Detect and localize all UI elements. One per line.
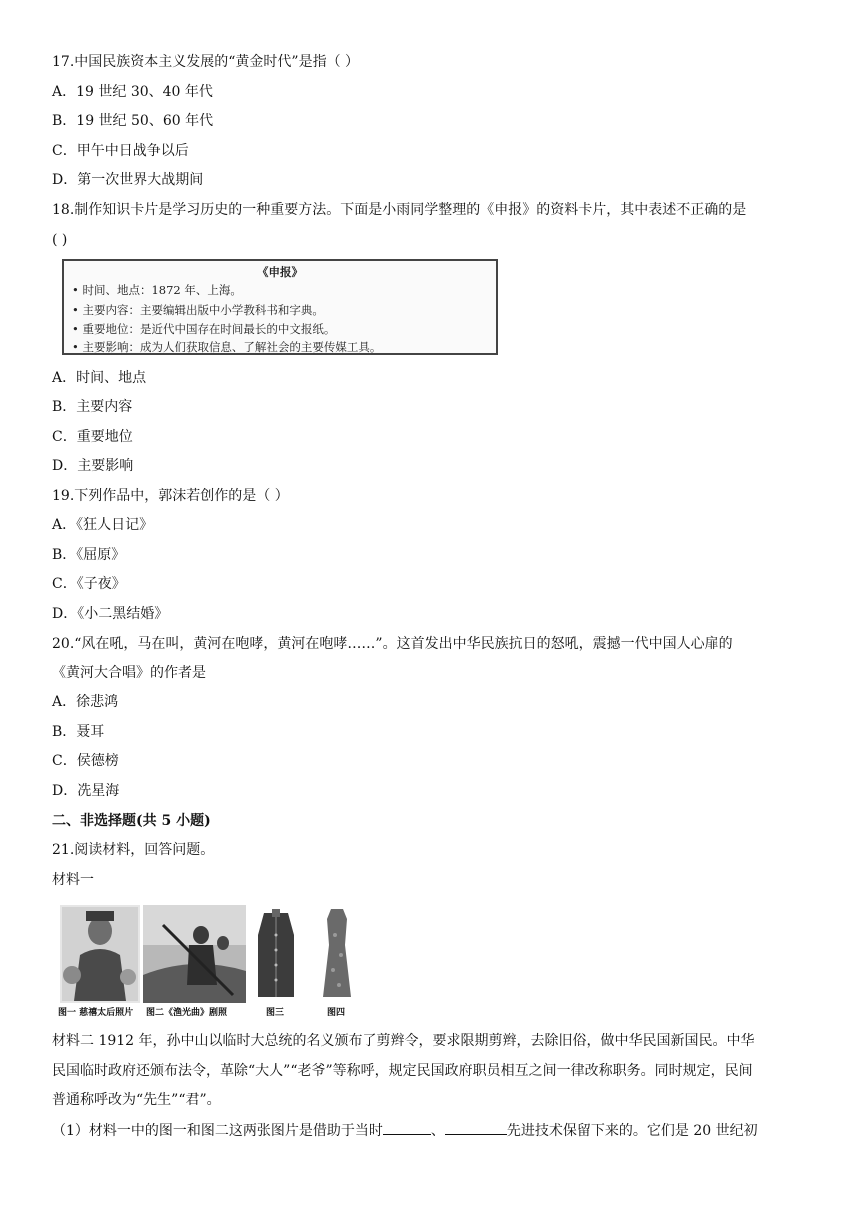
caption-figure3: 图三 [266,1008,285,1018]
section-heading: 二、非选择题(共 5 小题) [52,813,211,829]
card-row-influence: • 主要影响：成为人们获取信息、了解社会的主要传媒工具。 [72,340,382,354]
q19-option-a: A．《狂人日记》 [52,517,154,533]
q19-option-d: D．《小二黑结婚》 [52,606,169,622]
photo-zhongshan-suit [256,905,296,1001]
material2-line1: 材料二 1912 年，孙中山以临时大总统的名义颁布了剪辫令，要求限期剪辫，去除旧俗，做中华民国新国民。中华 [52,1033,755,1049]
shenbao-knowledge-card [62,259,498,355]
q18-option-c: C．重要地位 [52,429,133,445]
q20-option-a: A．徐悲鸿 [52,694,119,710]
q21-sub1-part2: 先进技术保留下来的。它们是 20 世纪初 [506,1123,758,1139]
q17-stem: 17.中国民族资本主义发展的“黄金时代”是指（ ） [52,54,360,70]
q17-option-b: B．19 世纪 50、60 年代 [52,113,214,129]
answer-blank-2[interactable] [445,1120,507,1135]
q18-option-b: B．主要内容 [52,399,133,415]
q19-stem: 19.下列作品中，郭沫若创作的是（ ） [52,488,289,504]
q20-option-c: C．侯德榜 [52,753,119,769]
photo-qipao [317,905,357,1001]
q17-option-a: A．19 世纪 30、40 年代 [52,84,213,100]
card-row-status: • 重要地位：是近代中国存在时间最长的中文报纸。 [72,322,336,336]
caption-figure1: 图一 慈禧太后照片 [58,1008,134,1018]
material2-line2: 民国临时政府还颁布法令，革除“大人”“老爷”等称呼，规定民国政府职员相互之间一律改称职务。同时规定，民间 [52,1063,753,1079]
q17-option-c: C．甲午中日战争以后 [52,143,189,159]
photo-cixi [60,905,140,1003]
q20-stem: 20.“风在吼，马在叫，黄河在咆哮，黄河在咆哮……”。这首发出中华民族抗日的怒吼，震撼一代中国人心扉的 [52,636,733,652]
q18-option-a: A．时间、地点 [52,370,147,386]
q20-option-b: B．聂耳 [52,724,105,740]
q18-stem-bracket: ( ) [52,232,68,248]
caption-figure2: 图二《渔光曲》剧照 [146,1008,228,1018]
material1-label: 材料一 [52,872,94,888]
card-title: 《申报》 [257,265,303,279]
card-row-content: • 主要内容：主要编辑出版中小学教科书和字典。 [72,303,324,317]
card-row-time-place: • 时间、地点：1872 年、上海。 [72,283,242,297]
q19-option-b: B．《屈原》 [52,547,126,563]
caption-figure4: 图四 [327,1008,346,1018]
q18-stem: 18.制作知识卡片是学习历史的一种重要方法。下面是小雨同学整理的《申报》的资料卡片，其中表述不正确的是 [52,202,747,218]
q21-sub1-sep: 、 [430,1123,445,1139]
photo-yuguangqu-still [143,905,246,1003]
answer-blank-1[interactable] [383,1120,431,1135]
material2-line3: 普通称呼改为“先生”“君”。 [52,1092,221,1108]
q18-option-d: D．主要影响 [52,458,134,474]
q17-option-d: D．第一次世界大战期间 [52,172,204,188]
q19-option-c: C．《子夜》 [52,576,126,592]
q21-sub1-part1: （1）材料一中的图一和图二这两张图片是借助于当时 [52,1123,383,1139]
q21-sub1 [52,1120,758,1141]
q20-stem-line2: 《黄河大合唱》的作者是 [52,665,206,681]
q20-option-d: D．冼星海 [52,783,120,799]
q21-stem: 21.阅读材料，回答问题。 [52,842,215,858]
